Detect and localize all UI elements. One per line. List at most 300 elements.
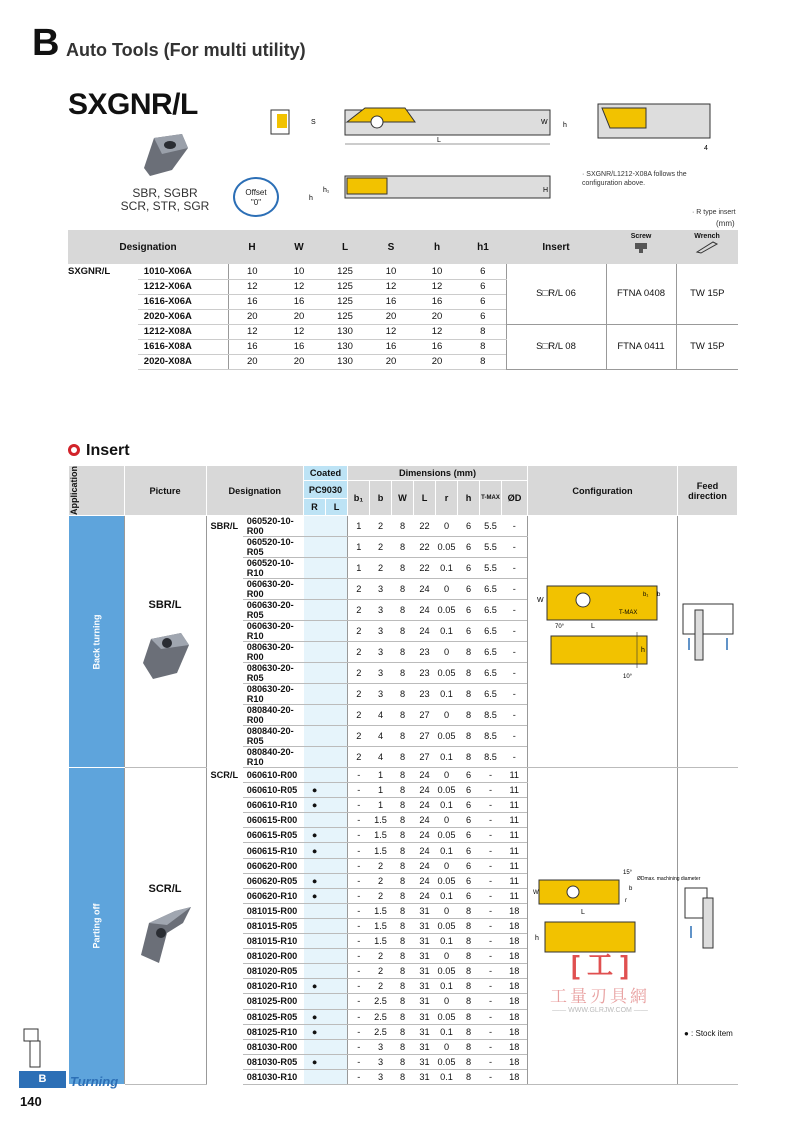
cfg-tmax: T-MAX bbox=[618, 609, 637, 616]
section-title: Auto Tools (For multi utility) bbox=[66, 40, 306, 60]
cell-h: 6 bbox=[458, 798, 480, 813]
cell-len: 22 bbox=[414, 516, 436, 537]
cell-grade-r: ● bbox=[304, 888, 326, 903]
insert-group-spacer bbox=[206, 1039, 243, 1054]
cell-grade-l bbox=[326, 964, 348, 979]
application-sbr bbox=[69, 516, 125, 768]
th-screw bbox=[606, 230, 676, 264]
cell-r: 0.05 bbox=[436, 726, 458, 747]
cell-grade-l bbox=[326, 726, 348, 747]
cell-b1: - bbox=[348, 843, 370, 858]
cell-b1: - bbox=[348, 1039, 370, 1054]
cell-r: 0.1 bbox=[436, 558, 458, 579]
cell-r: 0 bbox=[436, 949, 458, 964]
cell-grade-r bbox=[304, 934, 326, 949]
cell-w: 8 bbox=[392, 994, 414, 1009]
cell-b: 3 bbox=[370, 1069, 392, 1084]
cell-r: 0 bbox=[436, 994, 458, 1009]
cell-grade-l bbox=[326, 994, 348, 1009]
section-letter: B bbox=[32, 22, 60, 64]
cell-w: 8 bbox=[392, 1024, 414, 1039]
insert-group-spacer bbox=[206, 813, 243, 828]
cell-r: 0.1 bbox=[436, 621, 458, 642]
insert-designation: 060520-10-R05 bbox=[243, 537, 304, 558]
cell-od: - bbox=[502, 726, 528, 747]
section-bullet-icon bbox=[68, 444, 80, 456]
watermark-url: —— WWW.GLRJW.COM —— bbox=[552, 1007, 648, 1014]
cell-w: 8 bbox=[392, 903, 414, 918]
config-note: · SXGNR/L1212-X08A follows the configuration above. bbox=[582, 171, 687, 187]
cell-b: 1.5 bbox=[370, 918, 392, 933]
cell-tmax: 6.5 bbox=[480, 684, 502, 705]
th-wrench bbox=[676, 230, 738, 264]
cell-tmax: 6.5 bbox=[480, 642, 502, 663]
cell-S: 12 bbox=[368, 279, 414, 294]
cell-len: 31 bbox=[414, 903, 436, 918]
cell-h: 20 bbox=[414, 354, 460, 369]
cell-h: 8 bbox=[458, 979, 480, 994]
cell-len: 31 bbox=[414, 1024, 436, 1039]
cell-b: 2 bbox=[370, 558, 392, 579]
insert-group-spacer bbox=[206, 747, 243, 768]
insert-designation: 080840-20-R10 bbox=[243, 747, 304, 768]
cell-h: 8 bbox=[458, 1024, 480, 1039]
cell-r: 0.1 bbox=[436, 934, 458, 949]
cell-od: 11 bbox=[502, 783, 528, 798]
cell-tmax: 8.5 bbox=[480, 705, 502, 726]
insert-group-spacer bbox=[206, 843, 243, 858]
cfg-r: r bbox=[624, 897, 627, 904]
cell-od: - bbox=[502, 579, 528, 600]
cell-r: 0 bbox=[436, 642, 458, 663]
cell-S: 12 bbox=[368, 324, 414, 339]
holder-group: SXGNR/L bbox=[68, 266, 111, 277]
cell-H: 20 bbox=[228, 354, 276, 369]
cell-H: 12 bbox=[228, 279, 276, 294]
cell-W: 12 bbox=[276, 279, 322, 294]
cell-w: 8 bbox=[392, 798, 414, 813]
th-grade: PC9030 bbox=[304, 481, 348, 499]
footer-section-name: Turning bbox=[70, 1074, 119, 1089]
cell-tmax: - bbox=[480, 798, 502, 813]
th-h: h bbox=[458, 481, 480, 516]
cell-r: 0.05 bbox=[436, 537, 458, 558]
cell-H: 16 bbox=[228, 339, 276, 354]
insert-group-spacer bbox=[206, 705, 243, 726]
cell-W: 16 bbox=[276, 294, 322, 309]
insert-designation: 060610-R05 bbox=[243, 783, 304, 798]
cell-b1: - bbox=[348, 798, 370, 813]
cell-S: 20 bbox=[368, 309, 414, 324]
th-dimensions: Dimensions (mm) bbox=[348, 466, 528, 481]
cell-r: 0 bbox=[436, 768, 458, 783]
screw-06: FTNA 0408 bbox=[606, 264, 676, 324]
cell-b: 3 bbox=[370, 600, 392, 621]
insert-designation: 081015-R05 bbox=[243, 918, 304, 933]
cell-L: 130 bbox=[322, 354, 368, 369]
cell-b1: 2 bbox=[348, 579, 370, 600]
cell-tmax: - bbox=[480, 979, 502, 994]
cell-h: 8 bbox=[458, 726, 480, 747]
cell-grade-r bbox=[304, 663, 326, 684]
cell-r: 0.1 bbox=[436, 1069, 458, 1084]
cell-b: 3 bbox=[370, 621, 392, 642]
cell-b: 3 bbox=[370, 579, 392, 600]
dim-h2-label: h bbox=[309, 195, 313, 202]
cell-od: 18 bbox=[502, 994, 528, 1009]
cell-grade-r bbox=[304, 579, 326, 600]
cell-r: 0.05 bbox=[436, 873, 458, 888]
application-label: Application bbox=[69, 466, 79, 515]
cell-od: - bbox=[502, 663, 528, 684]
cell-grade-l bbox=[326, 858, 348, 873]
cell-w: 8 bbox=[392, 918, 414, 933]
cell-len: 31 bbox=[414, 1039, 436, 1054]
cell-tmax: - bbox=[480, 858, 502, 873]
cell-od: 11 bbox=[502, 888, 528, 903]
th-h: h bbox=[414, 230, 460, 264]
cell-h: 6 bbox=[458, 783, 480, 798]
th-configuration: Configuration bbox=[528, 466, 678, 516]
insert-group-spacer bbox=[206, 684, 243, 705]
insert-picture-scr bbox=[124, 768, 206, 1085]
cfg-10: 10° bbox=[622, 673, 632, 680]
cell-b: 3 bbox=[370, 642, 392, 663]
table-row bbox=[69, 768, 738, 783]
cell-grade-r: ● bbox=[304, 873, 326, 888]
cell-r: 0 bbox=[436, 705, 458, 726]
cell-od: 18 bbox=[502, 918, 528, 933]
cell-H: 10 bbox=[228, 264, 276, 279]
cell-W: 20 bbox=[276, 309, 322, 324]
cell-h: 20 bbox=[414, 309, 460, 324]
insert-designation: 081020-R00 bbox=[243, 949, 304, 964]
cell-grade-r: ● bbox=[304, 828, 326, 843]
cell-w: 8 bbox=[392, 1009, 414, 1024]
cell-h: 10 bbox=[414, 264, 460, 279]
th-application bbox=[69, 466, 125, 516]
cell-grade-r: ● bbox=[304, 798, 326, 813]
cell-b: 3 bbox=[370, 1054, 392, 1069]
cell-grade-l bbox=[326, 949, 348, 964]
cell-tmax: 5.5 bbox=[480, 516, 502, 537]
cell-len: 24 bbox=[414, 783, 436, 798]
cell-w: 8 bbox=[392, 705, 414, 726]
cell-od: 18 bbox=[502, 1069, 528, 1084]
th-insert: Insert bbox=[506, 230, 606, 264]
cell-tmax: 6.5 bbox=[480, 579, 502, 600]
cell-h: 8 bbox=[458, 964, 480, 979]
cell-grade-r bbox=[304, 558, 326, 579]
cell-h: 6 bbox=[458, 516, 480, 537]
th-grade-r: R bbox=[304, 499, 326, 516]
cell-h: 8 bbox=[458, 684, 480, 705]
wrench-icon bbox=[695, 240, 719, 254]
cell-w: 8 bbox=[392, 600, 414, 621]
cell-b1: 2 bbox=[348, 747, 370, 768]
insert-designation: 081025-R00 bbox=[243, 994, 304, 1009]
holder-designation: 1212-X08A bbox=[138, 324, 228, 339]
th-coated: Coated bbox=[304, 466, 348, 481]
application-label: Parting off bbox=[91, 903, 101, 949]
cell-S: 16 bbox=[368, 294, 414, 309]
holder-designation: 1212-X06A bbox=[138, 279, 228, 294]
cell-r: 0.05 bbox=[436, 918, 458, 933]
insert-group-spacer bbox=[206, 783, 243, 798]
watermark-cn: 工量刃具網 bbox=[550, 987, 650, 1006]
insert-designation: 081020-R05 bbox=[243, 964, 304, 979]
cell-w: 8 bbox=[392, 642, 414, 663]
cell-grade-r bbox=[304, 516, 326, 537]
insert-group-spacer bbox=[206, 964, 243, 979]
cell-w: 8 bbox=[392, 516, 414, 537]
insert-designation: 081025-R10 bbox=[243, 1024, 304, 1039]
cell-grade-r bbox=[304, 918, 326, 933]
insert-group-spacer bbox=[206, 621, 243, 642]
th-len: L bbox=[414, 481, 436, 516]
cfg-70: 70° bbox=[554, 623, 564, 630]
cell-len: 24 bbox=[414, 600, 436, 621]
offset-value: "0" bbox=[250, 198, 262, 207]
cell-tmax: - bbox=[480, 843, 502, 858]
cell-od: - bbox=[502, 558, 528, 579]
cell-L: 125 bbox=[322, 309, 368, 324]
th-H: H bbox=[228, 230, 276, 264]
insert-group-spacer bbox=[206, 949, 243, 964]
cell-w: 8 bbox=[392, 888, 414, 903]
cell-b: 1.5 bbox=[370, 813, 392, 828]
stock-note: ● : Stock item bbox=[684, 1029, 733, 1038]
cell-tmax: - bbox=[480, 994, 502, 1009]
cell-grade-l bbox=[326, 1039, 348, 1054]
cfg-h: h bbox=[534, 934, 539, 942]
footer-section-tab[interactable]: B bbox=[19, 1071, 66, 1088]
cell-r: 0.1 bbox=[436, 798, 458, 813]
holder-designation: 1010-X06A bbox=[138, 264, 228, 279]
cell-W: 20 bbox=[276, 354, 322, 369]
insert-photo bbox=[137, 619, 193, 683]
cell-h: 8 bbox=[458, 1054, 480, 1069]
cell-w: 8 bbox=[392, 1069, 414, 1084]
insert-06: S□R/L 06 bbox=[506, 264, 606, 324]
cell-w: 8 bbox=[392, 858, 414, 873]
cell-grade-l bbox=[326, 813, 348, 828]
cell-b: 1.5 bbox=[370, 934, 392, 949]
cell-tmax: - bbox=[480, 1054, 502, 1069]
cell-grade-l bbox=[326, 783, 348, 798]
cell-tmax: 5.5 bbox=[480, 537, 502, 558]
cell-h: 12 bbox=[414, 279, 460, 294]
cell-grade-r: ● bbox=[304, 1054, 326, 1069]
cell-grade-l bbox=[326, 873, 348, 888]
cell-len: 27 bbox=[414, 747, 436, 768]
dim-w-label: W bbox=[541, 119, 548, 126]
insert-group: SBR/L bbox=[210, 521, 239, 532]
insert-group-spacer bbox=[206, 1054, 243, 1069]
cell-tmax: - bbox=[480, 783, 502, 798]
cell-r: 0 bbox=[436, 813, 458, 828]
cell-grade-r bbox=[304, 684, 326, 705]
cell-grade-r bbox=[304, 964, 326, 979]
cell-w: 8 bbox=[392, 934, 414, 949]
cell-tmax: 8.5 bbox=[480, 726, 502, 747]
cell-r: 0.1 bbox=[436, 888, 458, 903]
cell-H: 20 bbox=[228, 309, 276, 324]
cell-h: 6 bbox=[458, 579, 480, 600]
cell-r: 0.1 bbox=[436, 747, 458, 768]
insert-designation: 081015-R00 bbox=[243, 903, 304, 918]
cell-b1: 1 bbox=[348, 516, 370, 537]
application-scr bbox=[69, 768, 125, 1085]
cell-len: 31 bbox=[414, 1069, 436, 1084]
holder-table bbox=[68, 230, 738, 370]
screw-08: FTNA 0411 bbox=[606, 324, 676, 369]
insert-designation: 080630-20-R00 bbox=[243, 642, 304, 663]
cell-od: - bbox=[502, 537, 528, 558]
cell-r: 0.05 bbox=[436, 600, 458, 621]
dim-s-label: S bbox=[311, 119, 316, 126]
cell-w: 8 bbox=[392, 726, 414, 747]
cell-h1: 6 bbox=[460, 309, 506, 324]
holder-dimension-drawing bbox=[265, 100, 565, 210]
configuration-scr bbox=[528, 768, 700, 1085]
feed-direction-diagram bbox=[679, 596, 737, 686]
rtype-note: · R type insert bbox=[692, 209, 736, 216]
cell-tmax: - bbox=[480, 1039, 502, 1054]
cell-od: - bbox=[502, 684, 528, 705]
th-feed: Feed direction bbox=[678, 466, 738, 516]
cell-r: 0.1 bbox=[436, 979, 458, 994]
insert-designation: 060610-R10 bbox=[243, 798, 304, 813]
cell-grade-l bbox=[326, 747, 348, 768]
cell-grade-l bbox=[326, 663, 348, 684]
th-designation: Designation bbox=[206, 466, 303, 516]
cell-od: 11 bbox=[502, 873, 528, 888]
insert-group-spacer bbox=[206, 888, 243, 903]
cell-h1: 8 bbox=[460, 324, 506, 339]
wrench-label: Wrench bbox=[694, 233, 720, 240]
cell-w: 8 bbox=[392, 873, 414, 888]
cell-h: 6 bbox=[458, 537, 480, 558]
cell-len: 24 bbox=[414, 621, 436, 642]
cell-grade-r bbox=[304, 747, 326, 768]
watermark-logo: [ 工 ] bbox=[571, 950, 629, 980]
cell-len: 24 bbox=[414, 579, 436, 600]
cell-grade-l bbox=[326, 600, 348, 621]
cell-b1: - bbox=[348, 888, 370, 903]
cell-r: 0.05 bbox=[436, 1009, 458, 1024]
cell-w: 8 bbox=[392, 663, 414, 684]
cell-grade-l bbox=[326, 642, 348, 663]
cell-b1: - bbox=[348, 783, 370, 798]
cell-b: 2 bbox=[370, 888, 392, 903]
cell-h: 8 bbox=[458, 918, 480, 933]
picture-label: SBR/L bbox=[148, 598, 182, 611]
cell-w: 8 bbox=[392, 747, 414, 768]
cell-od: 18 bbox=[502, 1039, 528, 1054]
picture-label: SCR/L bbox=[148, 882, 182, 895]
cell-w: 8 bbox=[392, 949, 414, 964]
cell-len: 31 bbox=[414, 1009, 436, 1024]
cell-w: 8 bbox=[392, 783, 414, 798]
cfg-l: L bbox=[580, 908, 585, 916]
cell-h: 8 bbox=[458, 934, 480, 949]
cell-h: 8 bbox=[458, 705, 480, 726]
th-od: ØD bbox=[502, 481, 528, 516]
cell-b1: - bbox=[348, 994, 370, 1009]
cell-L: 130 bbox=[322, 339, 368, 354]
cell-r: 0 bbox=[436, 1039, 458, 1054]
cell-od: 18 bbox=[502, 1054, 528, 1069]
cell-grade-r bbox=[304, 600, 326, 621]
cell-grade-r: ● bbox=[304, 1024, 326, 1039]
cell-b: 1.5 bbox=[370, 828, 392, 843]
cell-w: 8 bbox=[392, 579, 414, 600]
cell-b1: 2 bbox=[348, 663, 370, 684]
dim-hh-label: H bbox=[543, 187, 549, 194]
dim-4-label: 4 bbox=[704, 145, 708, 152]
cell-H: 16 bbox=[228, 294, 276, 309]
cell-h: 6 bbox=[458, 768, 480, 783]
insert-designation: 060630-20-R05 bbox=[243, 600, 304, 621]
insert-designation: 060620-R05 bbox=[243, 873, 304, 888]
cell-h: 8 bbox=[458, 1039, 480, 1054]
cell-b: 4 bbox=[370, 705, 392, 726]
dim-h1-label: h₁ bbox=[323, 187, 330, 194]
cell-grade-r bbox=[304, 642, 326, 663]
feed-direction-diagram bbox=[679, 880, 737, 970]
cell-b: 4 bbox=[370, 747, 392, 768]
insert-designation: 081030-R00 bbox=[243, 1039, 304, 1054]
cell-len: 31 bbox=[414, 918, 436, 933]
cell-od: 18 bbox=[502, 1024, 528, 1039]
cfg-w: W bbox=[532, 889, 539, 896]
cell-od: - bbox=[502, 642, 528, 663]
insert-group-spacer bbox=[206, 934, 243, 949]
th-L: L bbox=[322, 230, 368, 264]
cell-tmax: - bbox=[480, 964, 502, 979]
cell-b1: - bbox=[348, 1069, 370, 1084]
cell-tmax: - bbox=[480, 918, 502, 933]
cell-b1: - bbox=[348, 934, 370, 949]
insert-group-spacer bbox=[206, 537, 243, 558]
cell-grade-l bbox=[326, 621, 348, 642]
insert-designation: 081030-R10 bbox=[243, 1069, 304, 1084]
cell-w: 8 bbox=[392, 1039, 414, 1054]
table-row bbox=[69, 516, 738, 537]
cell-b: 2 bbox=[370, 979, 392, 994]
cell-grade-r bbox=[304, 621, 326, 642]
insert-designation: 081025-R05 bbox=[243, 1009, 304, 1024]
cfg-w: W bbox=[536, 596, 544, 604]
cfg-15: 15° bbox=[622, 869, 632, 876]
insert-group-spacer bbox=[206, 918, 243, 933]
cell-r: 0.05 bbox=[436, 663, 458, 684]
insert-group-spacer bbox=[206, 903, 243, 918]
cell-od: - bbox=[502, 516, 528, 537]
cell-b: 2 bbox=[370, 964, 392, 979]
cell-h1: 8 bbox=[460, 354, 506, 369]
cell-tmax: - bbox=[480, 768, 502, 783]
th-b: b bbox=[370, 481, 392, 516]
insert-group-spacer bbox=[206, 1009, 243, 1024]
cell-grade-r bbox=[304, 858, 326, 873]
cell-tmax: - bbox=[480, 813, 502, 828]
cell-L: 130 bbox=[322, 324, 368, 339]
table-row bbox=[68, 264, 738, 279]
th-b1: b₁ bbox=[348, 481, 370, 516]
cell-len: 24 bbox=[414, 843, 436, 858]
